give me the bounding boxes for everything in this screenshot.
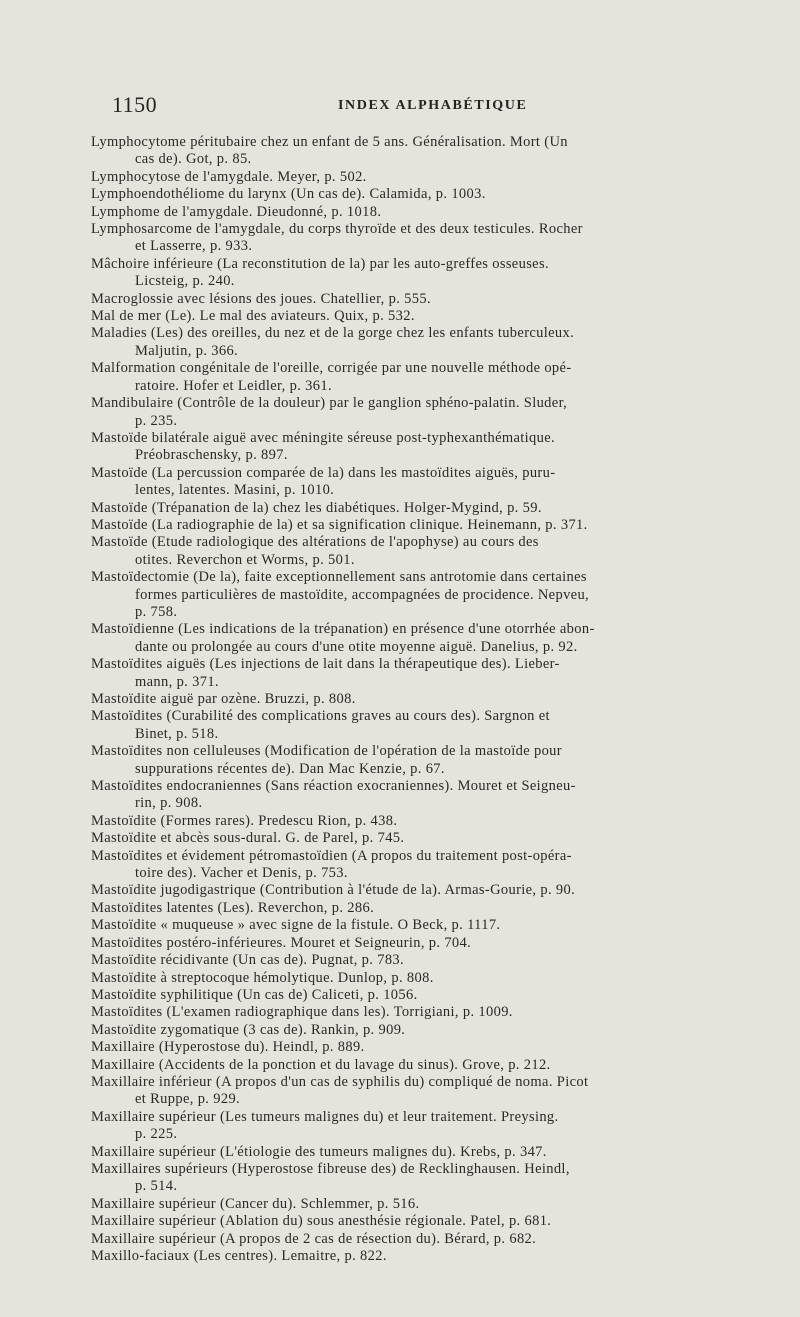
index-entry bbox=[91, 534, 733, 569]
entry-first-line: Mastoïdite (Formes rares). Predescu Rion, p. 438. bbox=[91, 812, 398, 829]
entry-first-line: Mastoïde (La percussion comparée de la) dans les mastoïdites aiguës, puru- bbox=[91, 464, 556, 481]
entry-first-line: Mâchoire inférieure (La reconstitution de la) par les auto-greffes osseuses. bbox=[91, 255, 549, 272]
index-entry bbox=[91, 360, 733, 395]
entry-first-line: Mal de mer (Le). Le mal des aviateurs. Quix, p. 532. bbox=[91, 308, 415, 325]
entry-first-line: Mastoïdites endocraniennes (Sans réaction exocraniennes). Mouret et Seigneu- bbox=[91, 778, 576, 795]
entry-continuation-line: et Lasserre, p. 933. bbox=[135, 238, 253, 255]
entry-continuation-line: p. 514. bbox=[135, 1178, 178, 1195]
entry-first-line: Mastoïdites non celluleuses (Modification de l'opération de la mastoïde pour bbox=[91, 743, 562, 760]
index-entry bbox=[91, 970, 733, 987]
index-entry bbox=[91, 308, 733, 325]
entry-first-line: Maxillaire supérieur (A propos de 2 cas de résection du). Bérard, p. 682. bbox=[91, 1230, 537, 1247]
entry-first-line: Macroglossie avec lésions des joues. Chatellier, p. 555. bbox=[91, 290, 431, 307]
entry-first-line: Lymphoendothéliome du larynx (Un cas de). Calamida, p. 1003. bbox=[91, 186, 486, 203]
entry-first-line: Maxillaire supérieur (Les tumeurs malignes du) et leur traitement. Preysing. bbox=[91, 1108, 559, 1125]
entry-continuation-line: toire des). Vacher et Denis, p. 753. bbox=[135, 865, 348, 882]
index-entry bbox=[91, 1109, 733, 1144]
entry-first-line: Mastoïdite et abcès sous-dural. G. de Parel, p. 745. bbox=[91, 830, 405, 847]
entry-first-line: Mastoïdite jugodigastrique (Contribution à l'étude de la). Armas-Gourie, p. 90. bbox=[91, 882, 576, 899]
entry-continuation-line: Maljutin, p. 366. bbox=[135, 342, 239, 359]
entry-continuation-line: rin, p. 908. bbox=[135, 795, 203, 812]
entry-first-line: Maxillaire (Accidents de la ponction et du lavage du sinus). Grove, p. 212. bbox=[91, 1056, 551, 1073]
entry-first-line: Mastoïdites latentes (Les). Reverchon, p. 286. bbox=[91, 899, 375, 916]
entry-first-line: Maxillaire (Hyperostose du). Heindl, p. 889. bbox=[91, 1039, 365, 1056]
index-entry bbox=[91, 621, 733, 656]
page-number: 1150 bbox=[112, 92, 158, 117]
entry-first-line: Mastoïdite zygomatique (3 cas de). Rankin, p. 909. bbox=[91, 1021, 406, 1038]
index-entry bbox=[91, 1213, 733, 1230]
index-entry bbox=[91, 291, 733, 308]
index-entry bbox=[91, 917, 733, 934]
entry-first-line: Mandibulaire (Contrôle de la douleur) par le ganglion sphéno-palatin. Sluder, bbox=[91, 395, 568, 412]
index-entries bbox=[91, 134, 733, 1265]
index-entry bbox=[91, 500, 733, 517]
entry-continuation-line: cas de). Got, p. 85. bbox=[135, 151, 252, 168]
entry-first-line: Mastoïdite récidivante (Un cas de). Pugnat, p. 783. bbox=[91, 952, 405, 969]
index-entry bbox=[91, 1074, 733, 1109]
entry-first-line: Maxillo-faciaux (Les centres). Lemaitre, p. 822. bbox=[91, 1248, 387, 1264]
entry-first-line: Mastoïdite aiguë par ozène. Bruzzi, p. 808. bbox=[91, 691, 356, 707]
index-entry bbox=[91, 952, 733, 969]
index-entry bbox=[91, 221, 733, 256]
index-entry bbox=[91, 656, 733, 691]
entry-continuation-line: mann, p. 371. bbox=[135, 673, 219, 690]
index-entry bbox=[91, 1022, 733, 1039]
index-entry bbox=[91, 569, 733, 621]
entry-continuation-line: ratoire. Hofer et Leidler, p. 361. bbox=[135, 377, 332, 394]
entry-continuation-line: Préobraschensky, p. 897. bbox=[135, 447, 288, 464]
entry-first-line: Maxillaire inférieur (A propos d'un cas de syphilis du) compliqué de noma. Picot bbox=[91, 1073, 589, 1090]
entry-continuation-line: dante ou prolongée au cours d'une otite moyenne aiguë. Danelius, p. 92. bbox=[135, 638, 578, 655]
index-entry bbox=[91, 134, 733, 169]
index-entry bbox=[91, 691, 733, 708]
entry-first-line: Malformation congénitale de l'oreille, corrigée par une nouvelle méthode opé- bbox=[91, 360, 572, 377]
index-entry bbox=[91, 1231, 733, 1248]
entry-first-line: Mastoïdites (Curabilité des complications graves au cours des). Sargnon et bbox=[91, 708, 550, 725]
index-entry bbox=[91, 1161, 733, 1196]
entry-first-line: Maxillaires supérieurs (Hyperostose fibreuse des) de Recklinghausen. Heindl, bbox=[91, 1160, 570, 1177]
entry-first-line: Mastoïdites postéro-inférieures. Mouret et Seigneurin, p. 704. bbox=[91, 934, 472, 951]
entry-first-line: Mastoïdienne (Les indications de la trépanation) en présence d'une otorrhée abon- bbox=[91, 621, 595, 638]
entry-first-line: Mastoïdites (L'examen radiographique dans les). Torrigiani, p. 1009. bbox=[91, 1004, 513, 1021]
entry-continuation-line: lentes, latentes. Masini, p. 1010. bbox=[135, 482, 335, 499]
index-entry bbox=[91, 935, 733, 952]
index-entry bbox=[91, 1039, 733, 1056]
entry-first-line: Lymphosarcome de l'amygdale, du corps thyroïde et des deux testicules. Rocher bbox=[91, 221, 583, 238]
index-entry bbox=[91, 395, 733, 430]
entry-continuation-line: p. 758. bbox=[135, 603, 178, 620]
index-entry bbox=[91, 186, 733, 203]
entry-continuation-line: Binet, p. 518. bbox=[135, 725, 219, 742]
index-entry bbox=[91, 743, 733, 778]
entry-first-line: Mastoïde (Trépanation de la) chez les diabétiques. Holger-Mygind, p. 59. bbox=[91, 499, 542, 516]
index-entry bbox=[91, 848, 733, 883]
entry-continuation-line: p. 235. bbox=[135, 412, 178, 429]
index-entry bbox=[91, 204, 733, 221]
entry-first-line: Mastoïdites aiguës (Les injections de lait dans la thérapeutique des). Lieber- bbox=[91, 656, 560, 673]
index-entry bbox=[91, 900, 733, 917]
entry-first-line: Mastoïdite syphilitique (Un cas de) Caliceti, p. 1056. bbox=[91, 986, 418, 1003]
entry-continuation-line: p. 225. bbox=[135, 1126, 178, 1143]
index-entry bbox=[91, 256, 733, 291]
entry-first-line: Lymphome de l'amygdale. Dieudonné, p. 1018. bbox=[91, 203, 382, 220]
entry-first-line: Maxillaire supérieur (Cancer du). Schlemmer, p. 516. bbox=[91, 1195, 420, 1212]
entry-first-line: Maladies (Les) des oreilles, du nez et de la gorge chez les enfants tuberculeux. bbox=[91, 325, 575, 342]
index-entry bbox=[91, 1057, 733, 1074]
index-entry bbox=[91, 778, 733, 813]
index-entry bbox=[91, 1248, 733, 1265]
index-entry bbox=[91, 830, 733, 847]
entry-first-line: Mastoïde (La radiographie de la) et sa signification clinique. Heinemann, p. 371. bbox=[91, 516, 588, 533]
index-entry bbox=[91, 1144, 733, 1161]
index-entry bbox=[91, 708, 733, 743]
entry-first-line: Maxillaire supérieur (Ablation du) sous anesthésie régionale. Patel, p. 681. bbox=[91, 1213, 552, 1230]
index-entry bbox=[91, 987, 733, 1004]
entry-first-line: Mastoïdectomie (De la), faite exceptionnellement sans antrotomie dans certaines bbox=[91, 569, 587, 586]
index-entry bbox=[91, 465, 733, 500]
index-entry bbox=[91, 1004, 733, 1021]
entry-first-line: Lymphocytome péritubaire chez un enfant de 5 ans. Généralisation. Mort (Un bbox=[91, 134, 568, 150]
entry-continuation-line: et Ruppe, p. 929. bbox=[135, 1091, 241, 1108]
index-entry bbox=[91, 517, 733, 534]
index-entry bbox=[91, 430, 733, 465]
entry-continuation-line: suppurations récentes de). Dan Mac Kenzie, p. 67. bbox=[135, 760, 445, 777]
entry-first-line: Mastoïde (Etude radiologique des altérations de l'apophyse) au cours des bbox=[91, 534, 539, 551]
index-entry bbox=[91, 882, 733, 899]
entry-continuation-line: otites. Reverchon et Worms, p. 501. bbox=[135, 551, 355, 568]
entry-continuation-line: formes particulières de mastoïdite, accompagnées de procidence. Nepveu, bbox=[135, 586, 590, 603]
page-header bbox=[112, 92, 732, 122]
index-entry bbox=[91, 325, 733, 360]
entry-first-line: Mastoïdite « muqueuse » avec signe de la fistule. O Beck, p. 1117. bbox=[91, 917, 501, 934]
entry-first-line: Mastoïdite à streptocoque hémolytique. Dunlop, p. 808. bbox=[91, 969, 434, 986]
entry-first-line: Lymphocytose de l'amygdale. Meyer, p. 502. bbox=[91, 168, 367, 185]
index-entry bbox=[91, 813, 733, 830]
entry-first-line: Mastoïdites et évidement pétromastoïdien (A propos du traitement post-opéra- bbox=[91, 847, 572, 864]
entry-first-line: Maxillaire supérieur (L'étiologie des tumeurs malignes du). Krebs, p. 347. bbox=[91, 1143, 547, 1160]
index-entry bbox=[91, 169, 733, 186]
entry-first-line: Mastoïde bilatérale aiguë avec méningite séreuse post-typhexanthématique. bbox=[91, 429, 556, 446]
running-title: INDEX ALPHABÉTIQUE bbox=[338, 98, 528, 113]
entry-continuation-line: Licsteig, p. 240. bbox=[135, 273, 235, 290]
index-entry bbox=[91, 1196, 733, 1213]
